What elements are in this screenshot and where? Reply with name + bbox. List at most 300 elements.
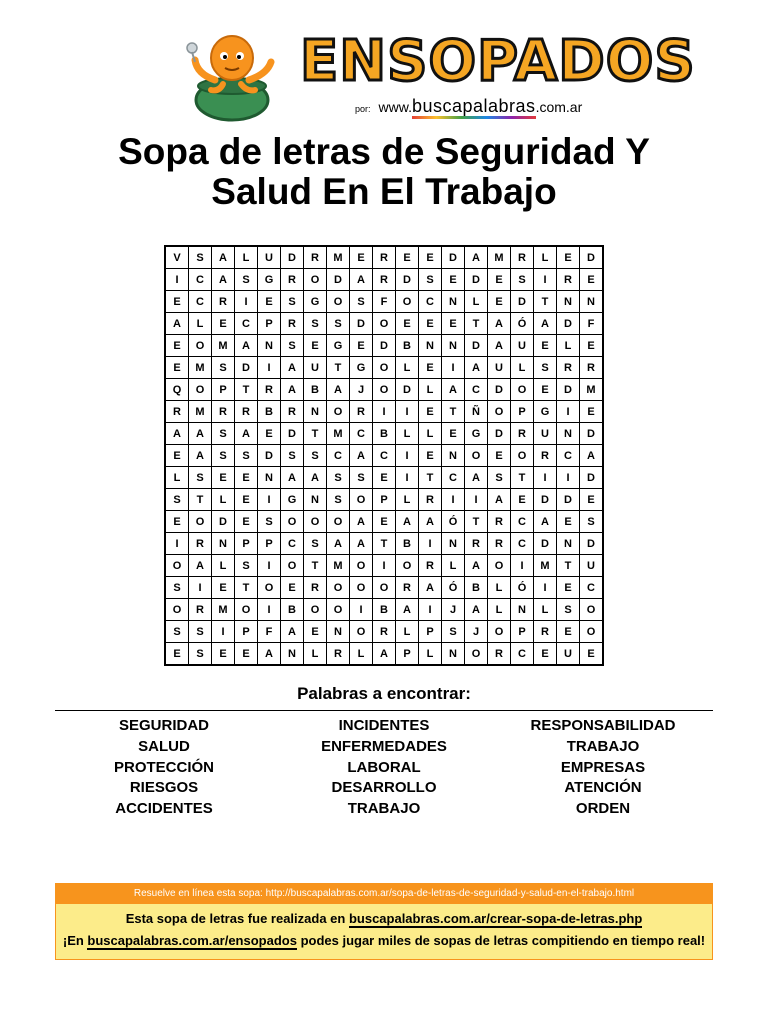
grid-cell[interactable]: N xyxy=(442,335,465,357)
grid-cell[interactable]: P xyxy=(235,621,258,643)
grid-cell[interactable]: S xyxy=(488,467,511,489)
grid-cell[interactable]: N xyxy=(419,335,442,357)
grid-cell[interactable]: N xyxy=(304,401,327,423)
grid-cell[interactable]: P xyxy=(235,533,258,555)
grid-cell[interactable]: D xyxy=(281,246,304,269)
grid-cell[interactable]: R xyxy=(580,357,604,379)
grid-cell[interactable]: O xyxy=(327,599,350,621)
grid-cell[interactable]: E xyxy=(235,643,258,666)
grid-cell[interactable]: M xyxy=(327,246,350,269)
grid-cell[interactable]: A xyxy=(419,511,442,533)
grid-cell[interactable]: S xyxy=(304,313,327,335)
grid-cell[interactable]: L xyxy=(442,555,465,577)
grid-cell[interactable]: E xyxy=(373,467,396,489)
grid-cell[interactable]: S xyxy=(557,599,580,621)
grid-cell[interactable]: A xyxy=(465,357,488,379)
grid-cell[interactable]: R xyxy=(212,401,235,423)
grid-cell[interactable]: F xyxy=(373,291,396,313)
grid-cell[interactable]: E xyxy=(304,335,327,357)
grid-cell[interactable]: C xyxy=(557,445,580,467)
grid-cell[interactable]: T xyxy=(442,401,465,423)
grid-cell[interactable]: A xyxy=(165,423,189,445)
grid-cell[interactable]: O xyxy=(350,555,373,577)
grid-cell[interactable]: M xyxy=(327,423,350,445)
grid-cell[interactable]: P xyxy=(373,489,396,511)
grid-cell[interactable]: R xyxy=(419,555,442,577)
grid-cell[interactable]: L xyxy=(534,599,557,621)
grid-cell[interactable]: G xyxy=(304,291,327,313)
grid-cell[interactable]: A xyxy=(189,445,212,467)
grid-cell[interactable]: N xyxy=(442,291,465,313)
grid-cell[interactable]: J xyxy=(442,599,465,621)
grid-cell[interactable]: O xyxy=(189,511,212,533)
grid-cell[interactable]: N xyxy=(442,533,465,555)
grid-cell[interactable]: E xyxy=(396,246,419,269)
grid-cell[interactable]: E xyxy=(488,269,511,291)
grid-cell[interactable]: S xyxy=(580,511,604,533)
grid-cell[interactable]: F xyxy=(580,313,604,335)
grid-cell[interactable]: D xyxy=(327,269,350,291)
grid-cell[interactable]: O xyxy=(165,599,189,621)
grid-cell[interactable]: O xyxy=(488,555,511,577)
grid-cell[interactable]: O xyxy=(488,401,511,423)
create-puzzle-link[interactable]: buscapalabras.com.ar/crear-sopa-de-letras.php xyxy=(348,911,643,926)
grid-cell[interactable]: L xyxy=(165,467,189,489)
grid-cell[interactable]: G xyxy=(327,335,350,357)
grid-cell[interactable]: P xyxy=(258,533,281,555)
grid-cell[interactable]: E xyxy=(580,269,604,291)
grid-cell[interactable]: E xyxy=(534,379,557,401)
grid-cell[interactable]: I xyxy=(165,533,189,555)
grid-cell[interactable]: D xyxy=(488,379,511,401)
grid-cell[interactable]: A xyxy=(304,467,327,489)
grid-cell[interactable]: R xyxy=(281,269,304,291)
grid-cell[interactable]: U xyxy=(534,423,557,445)
grid-cell[interactable]: E xyxy=(557,511,580,533)
grid-cell[interactable]: R xyxy=(557,269,580,291)
grid-cell[interactable]: T xyxy=(419,467,442,489)
grid-cell[interactable]: A xyxy=(258,643,281,666)
grid-cell[interactable]: G xyxy=(281,489,304,511)
grid-cell[interactable]: I xyxy=(511,555,534,577)
grid-cell[interactable]: O xyxy=(327,511,350,533)
grid-cell[interactable]: C xyxy=(465,379,488,401)
grid-cell[interactable]: B xyxy=(258,401,281,423)
grid-cell[interactable]: A xyxy=(488,489,511,511)
grid-cell[interactable]: A xyxy=(442,379,465,401)
grid-cell[interactable]: R xyxy=(534,621,557,643)
grid-cell[interactable]: L xyxy=(419,379,442,401)
grid-cell[interactable]: E xyxy=(396,313,419,335)
grid-cell[interactable]: I xyxy=(396,467,419,489)
grid-cell[interactable]: N xyxy=(258,335,281,357)
grid-cell[interactable]: L xyxy=(189,313,212,335)
grid-cell[interactable]: R xyxy=(258,379,281,401)
grid-cell[interactable]: T xyxy=(189,489,212,511)
grid-cell[interactable]: P xyxy=(511,621,534,643)
grid-cell[interactable]: E xyxy=(212,313,235,335)
grid-cell[interactable]: D xyxy=(557,489,580,511)
grid-cell[interactable]: O xyxy=(511,445,534,467)
grid-cell[interactable]: A xyxy=(465,246,488,269)
grid-cell[interactable]: E xyxy=(165,643,189,666)
grid-cell[interactable]: I xyxy=(165,269,189,291)
grid-cell[interactable]: L xyxy=(396,621,419,643)
grid-cell[interactable]: G xyxy=(465,423,488,445)
grid-cell[interactable]: S xyxy=(281,335,304,357)
grid-cell[interactable]: N xyxy=(557,291,580,313)
grid-cell[interactable]: E xyxy=(442,313,465,335)
grid-cell[interactable]: B xyxy=(396,533,419,555)
grid-cell[interactable]: R xyxy=(212,291,235,313)
grid-cell[interactable]: E xyxy=(557,621,580,643)
grid-cell[interactable]: M xyxy=(488,246,511,269)
grid-cell[interactable]: T xyxy=(235,577,258,599)
grid-cell[interactable]: B xyxy=(373,423,396,445)
grid-cell[interactable]: E xyxy=(304,621,327,643)
grid-cell[interactable]: S xyxy=(442,621,465,643)
grid-cell[interactable]: I xyxy=(442,357,465,379)
grid-cell[interactable]: J xyxy=(350,379,373,401)
grid-cell[interactable]: E xyxy=(235,489,258,511)
grid-cell[interactable]: T xyxy=(304,555,327,577)
grid-cell[interactable]: T xyxy=(534,291,557,313)
grid-cell[interactable]: D xyxy=(212,511,235,533)
grid-cell[interactable]: T xyxy=(327,357,350,379)
grid-cell[interactable]: O xyxy=(511,379,534,401)
grid-cell[interactable]: M xyxy=(212,599,235,621)
grid-cell[interactable]: A xyxy=(488,313,511,335)
grid-cell[interactable]: C xyxy=(189,269,212,291)
grid-cell[interactable]: R xyxy=(488,511,511,533)
grid-cell[interactable]: L xyxy=(235,246,258,269)
grid-cell[interactable]: L xyxy=(488,577,511,599)
grid-cell[interactable]: O xyxy=(373,313,396,335)
grid-cell[interactable]: S xyxy=(212,357,235,379)
grid-cell[interactable]: R xyxy=(189,599,212,621)
grid-cell[interactable]: I xyxy=(419,533,442,555)
ensopados-link[interactable]: buscapalabras.com.ar/ensopados xyxy=(87,933,297,948)
grid-cell[interactable]: C xyxy=(442,467,465,489)
grid-cell[interactable]: O xyxy=(396,291,419,313)
grid-cell[interactable]: O xyxy=(189,379,212,401)
grid-cell[interactable]: J xyxy=(465,621,488,643)
grid-cell[interactable]: R xyxy=(350,401,373,423)
grid-cell[interactable]: E xyxy=(235,511,258,533)
grid-cell[interactable]: M xyxy=(327,555,350,577)
grid-cell[interactable]: D xyxy=(281,423,304,445)
grid-cell[interactable]: O xyxy=(304,599,327,621)
grid-cell[interactable]: R xyxy=(488,643,511,666)
grid-cell[interactable]: E xyxy=(557,246,580,269)
grid-cell[interactable]: S xyxy=(534,357,557,379)
grid-cell[interactable]: I xyxy=(534,577,557,599)
grid-cell[interactable]: E xyxy=(419,445,442,467)
grid-cell[interactable]: E xyxy=(580,401,604,423)
grid-cell[interactable]: E xyxy=(511,489,534,511)
grid-cell[interactable]: I xyxy=(534,269,557,291)
grid-cell[interactable]: A xyxy=(235,423,258,445)
grid-cell[interactable]: D xyxy=(580,423,604,445)
grid-cell[interactable]: E xyxy=(419,357,442,379)
grid-cell[interactable]: T xyxy=(304,423,327,445)
grid-cell[interactable]: Ó xyxy=(511,313,534,335)
grid-cell[interactable]: E xyxy=(534,335,557,357)
grid-cell[interactable]: E xyxy=(350,246,373,269)
grid-cell[interactable]: O xyxy=(373,379,396,401)
grid-cell[interactable]: A xyxy=(396,599,419,621)
grid-cell[interactable]: O xyxy=(373,357,396,379)
grid-cell[interactable]: I xyxy=(258,357,281,379)
grid-cell[interactable]: O xyxy=(327,291,350,313)
grid-cell[interactable]: I xyxy=(557,467,580,489)
grid-cell[interactable]: T xyxy=(373,533,396,555)
grid-cell[interactable]: O xyxy=(327,577,350,599)
grid-cell[interactable]: L xyxy=(511,357,534,379)
grid-cell[interactable]: D xyxy=(580,246,604,269)
grid-cell[interactable]: I xyxy=(442,489,465,511)
grid-cell[interactable]: E xyxy=(580,643,604,666)
grid-cell[interactable]: N xyxy=(580,291,604,313)
grid-cell[interactable]: A xyxy=(327,533,350,555)
grid-cell[interactable]: Ó xyxy=(442,511,465,533)
grid-cell[interactable]: D xyxy=(465,269,488,291)
grid-cell[interactable]: L xyxy=(212,489,235,511)
grid-cell[interactable]: R xyxy=(235,401,258,423)
grid-cell[interactable]: P xyxy=(396,643,419,666)
grid-cell[interactable]: E xyxy=(419,313,442,335)
grid-cell[interactable]: T xyxy=(557,555,580,577)
grid-cell[interactable]: D xyxy=(557,379,580,401)
grid-cell[interactable]: T xyxy=(511,467,534,489)
grid-cell[interactable]: N xyxy=(258,467,281,489)
grid-cell[interactable]: E xyxy=(580,489,604,511)
grid-cell[interactable]: E xyxy=(488,445,511,467)
grid-cell[interactable]: E xyxy=(534,643,557,666)
grid-cell[interactable]: A xyxy=(419,577,442,599)
grid-cell[interactable]: D xyxy=(465,335,488,357)
grid-cell[interactable]: N xyxy=(557,533,580,555)
grid-cell[interactable]: E xyxy=(442,423,465,445)
grid-cell[interactable]: S xyxy=(189,621,212,643)
grid-cell[interactable]: N xyxy=(281,643,304,666)
grid-cell[interactable]: R xyxy=(165,401,189,423)
grid-cell[interactable]: I xyxy=(373,401,396,423)
grid-cell[interactable]: C xyxy=(511,643,534,666)
grid-cell[interactable]: T xyxy=(465,313,488,335)
grid-cell[interactable]: U xyxy=(557,643,580,666)
grid-cell[interactable]: R xyxy=(511,246,534,269)
grid-cell[interactable]: S xyxy=(212,445,235,467)
grid-cell[interactable]: A xyxy=(350,445,373,467)
grid-cell[interactable]: A xyxy=(281,379,304,401)
grid-cell[interactable]: S xyxy=(511,269,534,291)
grid-cell[interactable]: D xyxy=(258,445,281,467)
grid-cell[interactable]: R xyxy=(304,246,327,269)
grid-cell[interactable]: E xyxy=(212,577,235,599)
grid-cell[interactable]: D xyxy=(350,313,373,335)
grid-cell[interactable]: A xyxy=(350,269,373,291)
grid-cell[interactable]: T xyxy=(465,511,488,533)
grid-cell[interactable]: C xyxy=(419,291,442,313)
grid-cell[interactable]: S xyxy=(327,467,350,489)
grid-cell[interactable]: O xyxy=(281,511,304,533)
grid-cell[interactable]: B xyxy=(281,599,304,621)
footer-online-link[interactable]: Resuelve en línea esta sopa: http://buscapalabras.com.ar/sopa-de-letras-de-seguridad-y-salud-en-el-trabajo.html xyxy=(56,884,712,904)
grid-cell[interactable]: U xyxy=(258,246,281,269)
grid-cell[interactable]: L xyxy=(419,643,442,666)
grid-cell[interactable]: O xyxy=(373,577,396,599)
grid-cell[interactable]: F xyxy=(258,621,281,643)
grid-cell[interactable]: S xyxy=(281,291,304,313)
grid-cell[interactable]: P xyxy=(511,401,534,423)
grid-cell[interactable]: N xyxy=(304,489,327,511)
grid-cell[interactable]: I xyxy=(419,599,442,621)
grid-cell[interactable]: D xyxy=(557,313,580,335)
grid-cell[interactable]: O xyxy=(304,511,327,533)
grid-cell[interactable]: R xyxy=(373,621,396,643)
grid-cell[interactable]: D xyxy=(396,269,419,291)
grid-cell[interactable]: R xyxy=(465,533,488,555)
grid-cell[interactable]: A xyxy=(212,269,235,291)
grid-cell[interactable]: A xyxy=(350,533,373,555)
grid-cell[interactable]: L xyxy=(557,335,580,357)
grid-cell[interactable]: A xyxy=(165,313,189,335)
grid-cell[interactable]: S xyxy=(350,291,373,313)
grid-cell[interactable]: S xyxy=(350,467,373,489)
grid-cell[interactable]: M xyxy=(534,555,557,577)
grid-cell[interactable]: R xyxy=(419,489,442,511)
grid-cell[interactable]: R xyxy=(304,577,327,599)
grid-cell[interactable]: C xyxy=(580,577,604,599)
grid-cell[interactable]: U xyxy=(488,357,511,379)
grid-cell[interactable]: E xyxy=(212,643,235,666)
grid-cell[interactable]: D xyxy=(396,379,419,401)
grid-cell[interactable]: D xyxy=(488,423,511,445)
grid-cell[interactable]: S xyxy=(189,467,212,489)
grid-cell[interactable]: I xyxy=(465,489,488,511)
grid-cell[interactable]: C xyxy=(373,445,396,467)
grid-cell[interactable]: E xyxy=(442,269,465,291)
grid-cell[interactable]: O xyxy=(396,555,419,577)
grid-cell[interactable]: A xyxy=(465,599,488,621)
grid-cell[interactable]: D xyxy=(534,533,557,555)
grid-cell[interactable]: O xyxy=(235,599,258,621)
grid-cell[interactable]: S xyxy=(165,489,189,511)
grid-cell[interactable]: S xyxy=(165,621,189,643)
grid-cell[interactable]: I xyxy=(396,445,419,467)
grid-cell[interactable]: A xyxy=(373,643,396,666)
grid-cell[interactable]: S xyxy=(235,269,258,291)
grid-cell[interactable]: R xyxy=(511,423,534,445)
grid-cell[interactable]: L xyxy=(396,357,419,379)
grid-cell[interactable]: L xyxy=(465,291,488,313)
grid-cell[interactable]: I xyxy=(258,555,281,577)
grid-cell[interactable]: R xyxy=(327,643,350,666)
grid-cell[interactable]: O xyxy=(281,555,304,577)
grid-cell[interactable]: V xyxy=(165,246,189,269)
grid-cell[interactable]: O xyxy=(350,621,373,643)
grid-cell[interactable]: I xyxy=(373,555,396,577)
grid-cell[interactable]: E xyxy=(281,577,304,599)
grid-cell[interactable]: N xyxy=(511,599,534,621)
grid-cell[interactable]: I xyxy=(189,577,212,599)
grid-cell[interactable]: Ñ xyxy=(465,401,488,423)
grid-cell[interactable]: I xyxy=(235,291,258,313)
grid-cell[interactable]: C xyxy=(511,533,534,555)
grid-cell[interactable]: P xyxy=(212,379,235,401)
grid-cell[interactable]: S xyxy=(327,489,350,511)
grid-cell[interactable]: S xyxy=(165,577,189,599)
grid-cell[interactable]: E xyxy=(258,423,281,445)
grid-cell[interactable]: N xyxy=(212,533,235,555)
grid-cell[interactable]: A xyxy=(465,555,488,577)
grid-cell[interactable]: B xyxy=(373,599,396,621)
grid-cell[interactable]: L xyxy=(396,489,419,511)
grid-cell[interactable]: O xyxy=(304,269,327,291)
grid-cell[interactable]: O xyxy=(327,401,350,423)
grid-cell[interactable]: O xyxy=(258,577,281,599)
grid-cell[interactable]: M xyxy=(580,379,604,401)
grid-cell[interactable]: A xyxy=(235,335,258,357)
grid-cell[interactable]: G xyxy=(258,269,281,291)
grid-cell[interactable]: O xyxy=(189,335,212,357)
grid-cell[interactable]: O xyxy=(465,445,488,467)
grid-cell[interactable]: A xyxy=(189,423,212,445)
grid-cell[interactable]: A xyxy=(189,555,212,577)
grid-cell[interactable]: L xyxy=(534,246,557,269)
grid-cell[interactable]: A xyxy=(465,467,488,489)
grid-cell[interactable]: N xyxy=(557,423,580,445)
grid-cell[interactable]: A xyxy=(281,621,304,643)
grid-cell[interactable]: S xyxy=(304,533,327,555)
grid-cell[interactable]: R xyxy=(373,269,396,291)
grid-cell[interactable]: I xyxy=(534,467,557,489)
grid-cell[interactable]: C xyxy=(511,511,534,533)
grid-cell[interactable]: A xyxy=(580,445,604,467)
grid-cell[interactable]: I xyxy=(258,599,281,621)
grid-cell[interactable]: E xyxy=(557,577,580,599)
grid-cell[interactable]: A xyxy=(212,246,235,269)
grid-cell[interactable]: B xyxy=(465,577,488,599)
grid-cell[interactable]: E xyxy=(235,467,258,489)
grid-cell[interactable]: I xyxy=(396,401,419,423)
grid-cell[interactable]: L xyxy=(488,599,511,621)
grid-cell[interactable]: C xyxy=(235,313,258,335)
grid-cell[interactable]: C xyxy=(350,423,373,445)
grid-cell[interactable]: S xyxy=(327,313,350,335)
grid-cell[interactable]: U xyxy=(304,357,327,379)
grid-cell[interactable]: L xyxy=(212,555,235,577)
grid-cell[interactable]: A xyxy=(488,335,511,357)
grid-cell[interactable]: E xyxy=(165,357,189,379)
grid-cell[interactable]: A xyxy=(350,511,373,533)
grid-cell[interactable]: A xyxy=(281,357,304,379)
grid-cell[interactable]: M xyxy=(212,335,235,357)
grid-cell[interactable]: O xyxy=(350,489,373,511)
grid-cell[interactable]: C xyxy=(189,291,212,313)
grid-cell[interactable]: E xyxy=(488,291,511,313)
grid-cell[interactable]: D xyxy=(235,357,258,379)
grid-cell[interactable]: D xyxy=(442,246,465,269)
grid-cell[interactable]: M xyxy=(189,357,212,379)
grid-cell[interactable]: E xyxy=(373,511,396,533)
grid-cell[interactable]: L xyxy=(350,643,373,666)
grid-cell[interactable]: E xyxy=(419,401,442,423)
grid-cell[interactable]: Ó xyxy=(442,577,465,599)
grid-cell[interactable]: R xyxy=(189,533,212,555)
grid-cell[interactable]: R xyxy=(557,357,580,379)
